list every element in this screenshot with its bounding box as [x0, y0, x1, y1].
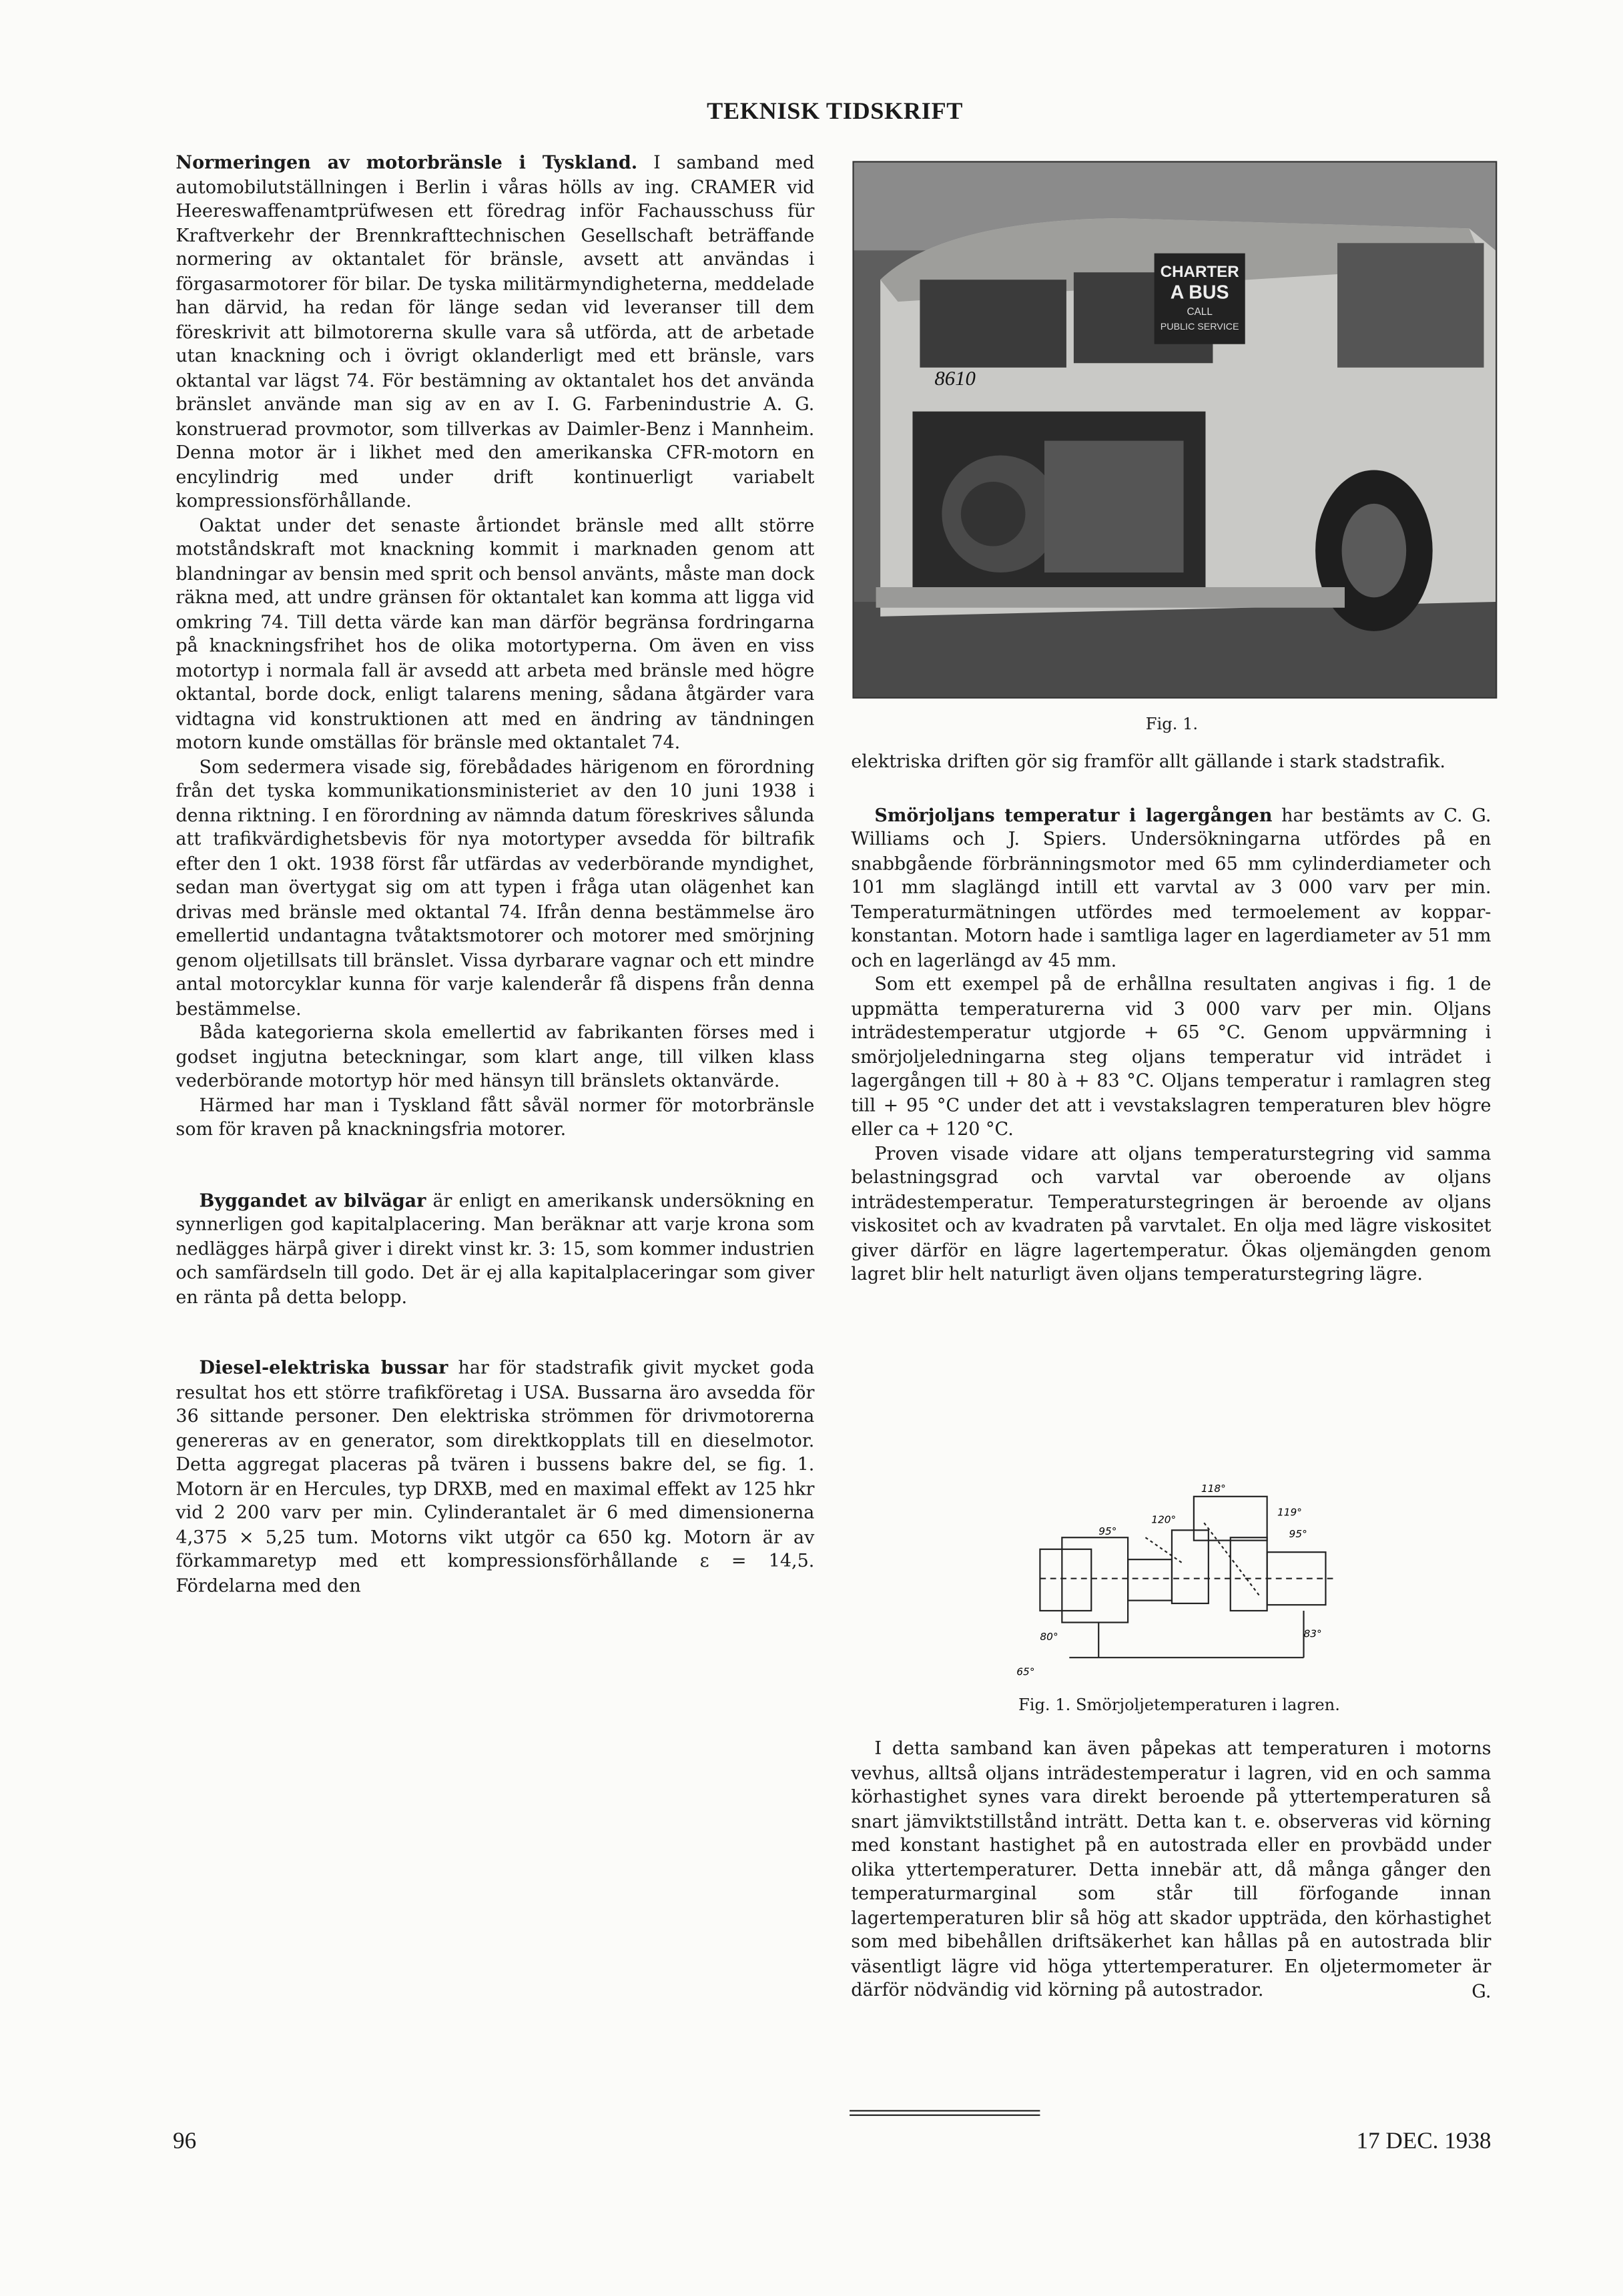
right-column-bottom: [851, 1737, 1491, 2003]
diagram-label: 83°: [1303, 1627, 1322, 1640]
diagram-label: 80°: [1040, 1630, 1058, 1643]
diagram-label: 95°: [1289, 1528, 1307, 1541]
journal-header: TEKNISK TIDSKRIFT: [707, 96, 964, 125]
article-bilvagar: [176, 1188, 814, 1309]
article-paragraph: Oaktat under det senaste årtiondet bränsle med allt större motståndskraft mot knackning kommit i marknaden genom att blandningar av bensin med sprit och bensol använts, måste man dock räkna med, att undre gränsen för oktantalet kan komma att ligga vid omkring 74. Till detta värde kan man därför begränsa fordringarna på knackningsfrihet hos de olika motortyperna. Om även en viss motortyp i normala fall är avsedd att arbeta med bränsle med högre oktantal, borde dock, enligt talarens mening, sådana åtgärder vara vidtagna vid konstruktionen att med en ändring av tändningen motorn kunde omställas för bränsle med oktantalet 74.: [176, 514, 815, 753]
photo-caption: Fig. 1.: [1145, 714, 1199, 734]
diagram-label: 119°: [1277, 1506, 1303, 1519]
bus-sign-line4: PUBLIC SERVICE: [1160, 321, 1239, 332]
article-diesel-bussar: [176, 1356, 814, 1597]
end-rule: [850, 2110, 1040, 2111]
end-rule: [850, 2115, 1040, 2116]
article-signature: G.: [1472, 1980, 1492, 2001]
article-text: har för stadstrafik givit mycket goda resultat hos ett större trafikföretag i USA. Bussarna äro avsedda för 36 sittande personer. Den elektriska strömmen för drivmotorerna genereras av en generator, som direktkopplats till en dieselmotor. Detta aggregat placeras på tvären i bussens bakre del, se fig. 1. Motorn är en Hercules, typ DRXB, med en maximal effekt av 125 hkr vid 2 200 varv per min. Cylinderantalet är 6 med dimensionerna 4,375 × 5,25 tum. Motorns vikt utgör ca 650 kg. Motorn är av förkammaretyp med ett kompressionsförhållande ε = 14,5. Fördelarna med den: [176, 1357, 815, 1595]
left-column: [176, 151, 814, 1597]
article-text: I samband med automobilutställningen i Berlin i våras hölls av ing. CRAMER vid Heereswaffenamtprüfwesen ett föredrag inför Fachausschuss für Kraftverkehr der Brennkrafttechnischen Gesellschaft beträffande normering av oktantalet för bränsle, avsett att användas i förgasarmotorer för bilar. De tyska militärmyndigheterna, meddelade han därvid, ha redan för länge sedan vid leveranser till dem föreskrivit att bilmotorerna skulle vara så utförda, att de arbetade utan knackning och i övrigt oklanderligt med ett bränsle, vars oktantal var lägst 74. För bestämning av oktantalet hos det använda bränslet använde man sig av en av I. G. Farbenindustrie A. G. konstruerad provmotor, som tillverkas av Daimler-Benz i Mannheim. Denna motor är i likhet med den amerikanska CFR-motorn en encylindrig med under drift kontinuerligt variabelt kompressionsförhållande.: [176, 152, 815, 511]
diagram-caption: Fig. 1. Smörjoljetemperaturen i lagren.: [1018, 1695, 1340, 1715]
bus-number: 8610: [934, 367, 976, 390]
article-title: Smörjoljans temperatur i lagergången: [874, 803, 1273, 825]
article-title: Byggandet av bilvägar: [199, 1188, 426, 1210]
diagram-label: 120°: [1151, 1513, 1177, 1526]
issue-date: 17 DEC. 1938: [1356, 2129, 1492, 2155]
article-normering: [176, 151, 814, 513]
article-paragraph: Som sedermera visade sig, förebådades härigenom en förordning från det tyska kommunikationsministeriet av den 10 juni 1938 i denna riktning. I en förordning av nämnda datum föreskrives sålunda att trafikvärdighetsbevis för nya motortyper avsedda för biltrafik efter den 1 okt. 1938 först får utfärdas av vederbörande myndighet, sedan man övertygat sig om att typen i fråga utan olägenhet kan drivas med bränsle med oktantal 74. Ifrån denna bestämmelse äro emellertid undantagna tvåtaktsmotorer och motorer med smörjning genom oljetillsats till bränslet. Vissa dyrbarare vagnar och ett mindre antal motorcyklar kunna för varje kalenderår få dispens från denna bestämmelse.: [176, 756, 815, 1019]
bus-photo: [852, 161, 1497, 698]
article-text: är enligt en amerikansk undersökning en synnerligen god kapitalplacering. Man beräknar att varje krona som nedlägges härpå giver i direkt vinst kr. 3: 15, som kommer industrien och samfärdseln till godo. Det är ej alla kapitalplaceringar som giver en ränta på detta belopp.: [176, 1190, 815, 1307]
article-continuation: elektriska driften gör sig framför allt gällande i stark stadstrafik.: [851, 751, 1445, 772]
diagram-drawing: [1011, 1483, 1348, 1683]
bus-photo-drawing: [854, 163, 1496, 697]
page-number: 96: [173, 2129, 197, 2155]
right-column-top: [851, 750, 1491, 1286]
diagram-label: 65°: [1016, 1665, 1035, 1678]
bus-sign-line2: A BUS: [1170, 282, 1229, 304]
article-paragraph: I detta samband kan även påpekas att temperaturen i motorns vevhus, alltså oljans inträdestemperatur i lagren, vid en och samma körhastighet synes vara direkt beroende på yttertemperaturen så snart jämviktstillstånd inträtt. Detta kan t. e. observeras vid körning med konstant hastighet på en autostrada eller en provbädd under olika yttertemperaturer. Detta innebär att, då många gånger den temperaturmarginal som står till förfogande innan lagertemperaturen blir så hög att skador uppträda, den körhastighet som med bibehållen driftsäkerhet kan hållas på en autostrada blir väsentligt lägre vid höga yttertemperaturer. En oljetermometer är därför nödvändig vid körning på autostrador.: [851, 1738, 1492, 2000]
bus-sign-line3: CALL: [1187, 306, 1213, 318]
bus-sign-line1: CHARTER: [1160, 262, 1239, 281]
article-paragraph: Proven visade vidare att oljans temperaturstegring vid samma belastningsgrad och varvtal var oberoende av oljans inträdestemperatur. Temperaturstegringen är beroende av oljans viskositet och av kvadraten på varvtalet. En olja med lägre viskositet giver därför en lägre lagertemperatur. Ökas oljemängden genom lagret blir helt naturligt även oljans temperaturstegring lägre.: [851, 1142, 1492, 1284]
diagram-label: 95°: [1098, 1525, 1117, 1537]
article-title: Normeringen av motorbränsle i Tyskland.: [176, 151, 638, 173]
article-paragraph: Båda kategorierna skola emellertid av fabrikanten förses med i godset ingjutna beteckningar, som klart ange, till vilken klass vederbörande motortyp hör med hänsyn till bränslets oktanvärde.: [176, 1022, 815, 1091]
article-smorjolja: [851, 803, 1491, 972]
diagram-label: 118°: [1201, 1483, 1226, 1495]
article-text: har bestämts av C. G. Williams och J. Spiers. Undersökningarna utfördes på en snabbgående förbränningsmotor med 65 mm cylinderdiameter och 101 mm slaglängd intill ett varvtal av 3 000 varv per min. Temperaturmätningen utfördes med termoelement av koppar-konstantan. Motorn hade i samtliga lager en lagerdiameter av 51 mm och en lagerlängd av 45 mm.: [851, 804, 1492, 970]
article-paragraph: Härmed har man i Tyskland fått såväl normer för motorbränsle som för kraven på knackningsfria motorer.: [176, 1094, 815, 1140]
article-title: Diesel-elektriska bussar: [199, 1356, 448, 1379]
bearing-temperature-diagram: [1011, 1483, 1348, 1683]
article-paragraph: Som ett exempel på de erhållna resultaten angivas i fig. 1 de uppmätta temperaturerna vid 3 000 varv per min. Oljans inträdestemperatur utgjorde + 65 °C. Genom uppvärmning i smörjoljeledningarna steg oljans temperatur vid inträdet i lagergången till + 80 à + 83 °C. Oljans temperatur i ramlagren steg till + 95 °C under det att i vevstakslagren temperaturen blev högre eller ca + 120 °C.: [851, 974, 1492, 1140]
